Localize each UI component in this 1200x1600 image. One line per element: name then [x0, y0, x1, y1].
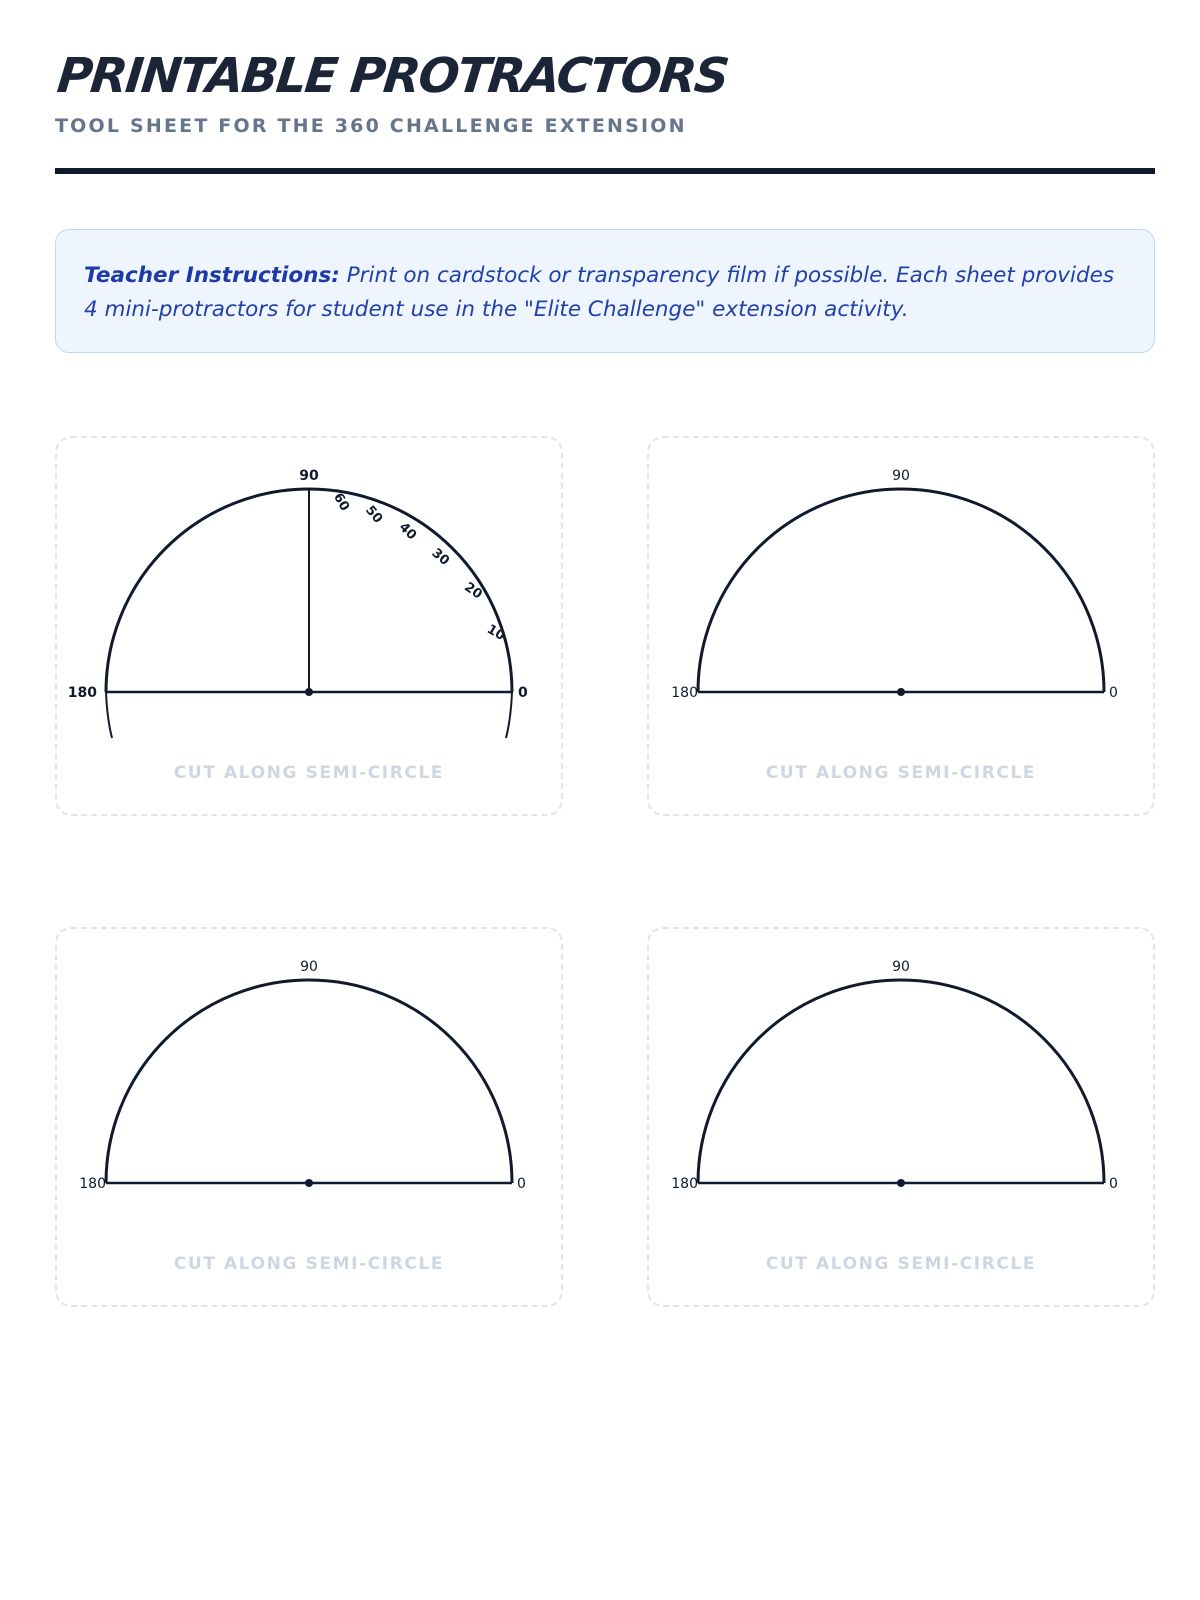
protractor-arc — [698, 980, 1104, 1183]
label-0: 0 — [1109, 685, 1118, 701]
protractor-4 — [649, 929, 1157, 1309]
protractor-arc — [106, 980, 512, 1183]
instructions-body: Print on cardstock or transparency film if possible. Each sheet provides 4 mini-protractors for student use in the "Elite Challenge" extension activity. — [84, 263, 1115, 322]
cut-instruction: CUT ALONG SEMI-CIRCLE — [765, 763, 1037, 783]
label-180: 180 — [67, 685, 97, 701]
label-90: 90 — [299, 468, 319, 484]
protractor-1 — [57, 438, 565, 818]
angle-label-20: 20 — [461, 579, 485, 603]
protractor-card-4 — [647, 927, 1155, 1307]
label-0: 0 — [518, 685, 528, 701]
angle-label-40: 40 — [395, 519, 420, 544]
protractor-center-dot — [897, 688, 905, 696]
label-90: 90 — [300, 959, 318, 975]
label-180: 180 — [671, 1176, 698, 1192]
cut-instruction: CUT ALONG SEMI-CIRCLE — [173, 1254, 445, 1274]
header-divider — [55, 168, 1155, 174]
angle-label-60: 60 — [330, 490, 353, 514]
label-90: 90 — [892, 959, 910, 975]
protractor-card-3 — [55, 927, 563, 1307]
page-title: PRINTABLE PROTRACTORS — [54, 48, 731, 104]
angle-labels — [330, 491, 507, 644]
protractor-card-2 — [647, 436, 1155, 816]
protractor-center-dot — [305, 688, 313, 696]
protractor-3 — [57, 929, 565, 1309]
protractor-card-1 — [55, 436, 563, 816]
label-90: 90 — [892, 468, 910, 484]
protractor-center-dot — [305, 1179, 313, 1187]
label-0: 0 — [517, 1176, 526, 1192]
protractor-center-dot — [897, 1179, 905, 1187]
angle-label-50: 50 — [362, 502, 386, 527]
protractor-arc — [698, 489, 1104, 692]
label-180: 180 — [671, 685, 698, 701]
cut-instruction: CUT ALONG SEMI-CIRCLE — [173, 763, 445, 783]
protractor-2 — [649, 438, 1157, 818]
angle-label-30: 30 — [428, 545, 453, 569]
label-0: 0 — [1109, 1176, 1118, 1192]
angle-label-10: 10 — [484, 621, 508, 644]
cut-instruction: CUT ALONG SEMI-CIRCLE — [765, 1254, 1037, 1274]
teacher-instructions-box — [55, 229, 1155, 353]
arc-extension-right — [506, 692, 512, 738]
instructions-lead: Teacher Instructions: — [84, 263, 340, 288]
label-180: 180 — [79, 1176, 106, 1192]
page-subtitle: TOOL SHEET FOR THE 360 CHALLENGE EXTENSION — [55, 115, 687, 137]
arc-extension-left — [106, 692, 112, 738]
